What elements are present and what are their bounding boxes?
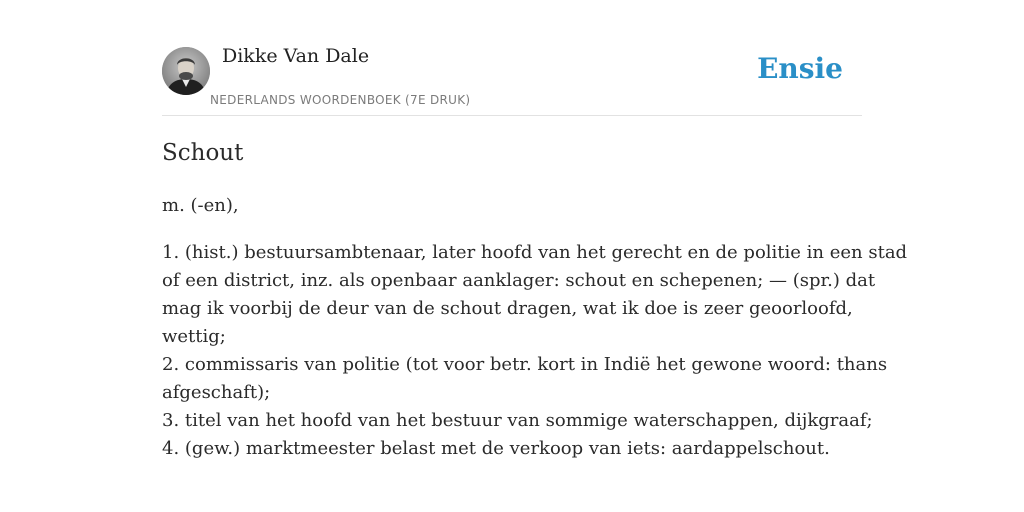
entry-title: Schout	[162, 140, 244, 166]
ensie-logo[interactable]: Ensie	[757, 52, 843, 85]
entry-card	[162, 0, 908, 459]
grammar-info: m. (-en),	[162, 195, 239, 216]
definition-line: wettig;	[162, 326, 226, 347]
portrait-image	[162, 47, 210, 95]
definition-line: 2. commissaris van politie (tot voor betr. kort in Indië het gewone woord: thans	[162, 354, 888, 375]
author-name[interactable]: Dikke Van Dale	[222, 45, 370, 67]
definition-line: 3. titel van het hoofd van het bestuur van sommige waterschappen, dijkgraaf;	[162, 410, 873, 431]
definition-line: 1. (hist.) bestuursambtenaar, later hoofd van het gerecht en de politie in een stad	[162, 242, 908, 263]
definition-line: 4. (gew.) marktmeester belast met de verkoop van iets: aardappelschout.	[162, 438, 830, 459]
definition-line: mag ik voorbij de deur van de schout dragen, wat ik doe is zeer geoorloofd,	[162, 298, 853, 319]
definition-text	[162, 239, 908, 463]
source-label[interactable]: NEDERLANDS WOORDENBOEK (7E DRUK)	[210, 93, 471, 107]
definition-line: of een district, inz. als openbaar aanklager: schout en schepenen; — (spr.) dat	[162, 270, 876, 291]
definition-line: afgeschaft);	[162, 382, 271, 403]
entry-header	[162, 0, 862, 116]
author-avatar[interactable]	[162, 47, 210, 95]
